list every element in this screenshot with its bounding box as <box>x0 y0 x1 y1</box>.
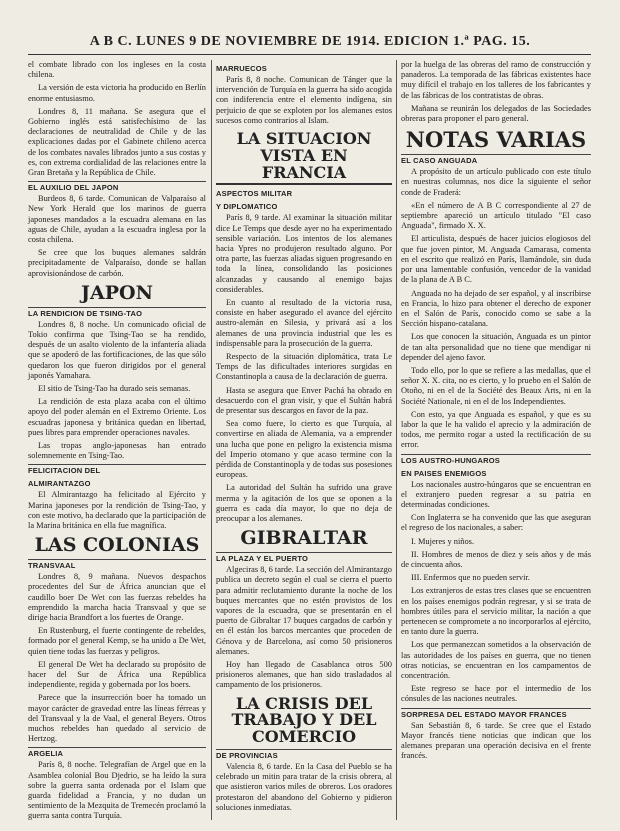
article-text: Sea como fuere, lo cierto es que Turquía, al convertirse en aliada de Alemania, va a emprender una lucha que pone en peligro la existencia misma del Imperio otomano y que acaso termine con la pérdida de Constantinopla y de todas sus posesiones europeas. <box>216 419 392 480</box>
article-text: Todo ello, por lo que se refiere a las medallas, que el señor X. X. cita, no es cierto, y lo pruebo en el Salón de Otoño, ni en el de la Société des Beaux Arts, ni en la Société Nationale, ni en el de los Independientes. <box>401 365 591 406</box>
column-right <box>401 60 591 764</box>
article-text: Los que conocen la situación, Anguada es un pintor de tan alta personalidad que no tiene que mendigar ni depender del ajeno favor. <box>401 332 591 362</box>
section-subheading: LOS AUSTRO-HUNGAROS <box>401 454 591 465</box>
section-subheading: EL CASO ANGUADA <box>401 154 591 165</box>
column-divider-1 <box>211 60 212 820</box>
section-heading-japon: JAPON <box>81 281 153 304</box>
section-subheading: ARGELIA <box>28 747 206 758</box>
article-text: París 8, 8 noche. Telegrafían de Argel que en la Asamblea colonial Bou Djedrio, se ha leído la sura sobre la guerra santa ordenada por el Islam que guarda fidelidad a Francia, y no dudan un sentimiento de la Mezquita de Tremecén proclamó la guerra santa contra Turquía. <box>28 760 206 821</box>
article-text: La rendición de esta plaza acaba con el último apoyo del poder alemán en el Extremo Oriente. Los escuadras japonesa y británica quedan en libertad, pues libres para emprender operaciones navales. <box>28 397 206 437</box>
article-text: Respecto de la situación diplomática, trata Le Temps de las dificultades interiores surgidas en Constantinopla a causa de la declaración de guerra. <box>216 352 392 382</box>
column-left <box>28 60 206 825</box>
article-text: El articulista, después de hacer juicios elogiosos del que fue joven pintor, M. Anguada Camarasa, comenta en el escrito que realizó en París, llamándole, sin duda por una lamentable confusión, vencedor de la vanidad de la plana de A B C. <box>401 234 591 285</box>
article-text: Los nacionales austro-húngaros que se encuentran en el extranjero pueden regresar a su patria en determinadas condiciones. <box>401 479 591 509</box>
article-text: Con esto, ya que Anguada es español, y que es su labor la que le ha valido el aprecio y la admiración de todos, me permito rogar a usted la rectificación de su error. <box>401 409 591 450</box>
column-middle <box>216 60 392 816</box>
article-text: III. Enfermos que no pueden servir. <box>411 573 530 583</box>
article-text: París 8, 8 noche. Comunican de Tánger que la intervención de Turquía en la guerra ha sido acogida con indiferencia entre el elemento indígena, sin perjuicio de que se exploten por los alemanes estos sucesos como contrarios al Islam. <box>216 75 392 125</box>
article-text: El sitio de Tsing-Tao ha durado seis semanas. <box>38 384 191 394</box>
article-text: Londres 8, 9 mañana. Nuevos despachos procedentes del Sur de África anuncian que el caudillo boer De Wet con las fuerzas rebeldes ha emprendido la marcha hacia Transvaal y que se dirige hacia Brandfort a los fuertes de Orange. <box>28 572 206 622</box>
article-text: Londres 8, 8 noche. Un comunicado oficial de Tokio confirma que Tsing-Tao se ha rendido, después de un asalto violento de la infantería aliada que se apoderó de las fortificaciones, de las que sólo quedaron los que fueron dirigidos por el general japonés Yamahara. <box>28 319 206 380</box>
section-subheading: LA RENDICION DE TSING-TAO <box>28 307 206 318</box>
article-text: A propósito de un artículo publicado con este título en nuestras columnas, nos dice la siguiente el señor conde de Fraderá: <box>401 167 591 197</box>
article-text: Londres 8, 11 mañana. Se asegura que el Gobierno inglés está satisfechísimo de las declaraciones de neutralidad de Chile y de las explicaciones dadas por el Gabinete chileno acerca de los combates navales librados junto a sus costas y es, con extrema cordialidad de las relaciones entre la Gran Bretaña y la República de Chile. <box>28 106 206 178</box>
article-text: Burdeos 8, 6 tarde. Comunican de Valparaíso al New York Herald que los marinos de guerra japoneses mandados a la escuadra alemana en las aguas de Chile, ayudan a la escuadra inglesa por la costa chilena. <box>28 194 206 245</box>
section-subheading: MARRUECOS <box>216 64 267 73</box>
article-text: Mañana se reunirán los delegados de las Sociedades obreras para proponer el paro general. <box>401 103 591 124</box>
article-text: Con Inglaterra se ha convenido que las que aseguran el regreso de los nacionales, a saber: <box>401 513 591 533</box>
article-text: Los extranjeros de estas tres clases que se encuentren en los países enemigos podrán regresar, y si se trata de hombres útiles para el servicio militar, la nación a que pertenecen se compromete a no incorporarlos al ejército, en tanto dure la guerra. <box>401 586 591 637</box>
section-heading-crisis: LA CRISIS DEL TRABAJO Y DEL COMERCIO <box>231 693 377 747</box>
article-text: el combate librado con los ingleses en la costa chilena. <box>28 60 206 80</box>
section-subheading: FELICITACION DEL <box>28 464 206 475</box>
article-text: Se cree que los buques alemanes saldrán precipitadamente de Valparaíso, donde se hallan aprovisionándose de carbón. <box>28 248 206 278</box>
section-subheading: Y DIPLOMATICO <box>216 202 278 212</box>
section-subheading: ALMIRANTAZGO <box>28 479 91 489</box>
article-text: En cuanto al resultado de la victoria rusa, consiste en haber asegurado el avance del ejército austro-alemán en Silesia, y privará así a los alemanes de una provincia industrial que les es indispensable para la prosecución de la guerra. <box>216 298 392 348</box>
section-subheading: EN PAISES ENEMIGOS <box>401 468 487 478</box>
article-text: II. Hombres de menos de diez y seis años y de más de cincuenta años. <box>401 549 591 569</box>
article-text: por la huelga de las obreras del ramo de construcción y panaderos. La temporada de las fábricas existentes hace muy difícil el trabajo en los talleres de los fabricantes y de las fábricas de los contratistas de obras. <box>401 60 591 100</box>
section-heading-gibraltar: GIBRALTAR <box>240 527 368 550</box>
section-subheading: EL AUXILIO DEL JAPON <box>28 181 206 192</box>
article-text: La autoridad del Sultán ha sufrido una grave merma y la agitación de los que se oponen a la guerra es cada día mayor, lo que no deja de preocupar a los alemanes. <box>216 483 392 524</box>
header-rule <box>28 54 591 55</box>
section-subheading: DE PROVINCIAS <box>216 749 392 760</box>
article-text: «En el número de A B C correspondiente al 27 de septiembre apareció un artículo titulado "El caso Anguada", firmado X. X. <box>401 200 591 231</box>
article-text: San Sebastián 8, 6 tarde. Se cree que el Estado Mayor francés tiene noticias que indican que los alemanes preparan una operación decisiva en el frente francés. <box>401 720 591 761</box>
column-divider-2 <box>396 60 397 820</box>
article-text: Valencia 8, 6 tarde. En la Casa del Pueblo se ha celebrado un mitin para tratar de la crisis obrera, al que asistieron varios miles de obreros. Los oradores protestaron del abandono del Gobierno y pidieron soluciones inmediatas. <box>216 762 392 812</box>
section-subheading: SORPRESA DEL ESTADO MAYOR FRANCES <box>401 708 591 719</box>
article-text: Las tropas anglo-japonesas han entrado solemnemente en Tsing-Tao. <box>28 441 206 461</box>
article-text: Algeciras 8, 6 tarde. La sección del Almirantazgo publica un decreto según el cual se cierra el puerto para admitir reclutamiento durante la noche de los buques mercantes que no estén provistos de los vapores de la escuadra, que se presentarán en el puerto de Gibraltar 17 buques cargados de carbón y en él están los barcos mercantes que proceden de Génova y de Barcelona, así como 50 prisioneros alemanes. <box>216 565 392 656</box>
section-heading-colonias: LAS COLONIAS <box>34 534 200 557</box>
article-text: Hasta se asegura que Enver Pachá ha obrado en desacuerdo con el gran visir, y que el Sultán habrá de presentar sus descargos en favor de la paz. <box>216 385 392 416</box>
article-text: El general De Wet ha declarado su propósito de hacer del Sur de África una República independiente, regida y gobernada por los boers. <box>28 659 206 690</box>
section-subheading: ASPECTOS MILITAR <box>216 189 293 199</box>
article-text: Hoy han llegado de Casablanca otros 500 prisioneros alemanes, que han sido trasladados al campamento de los prisioneros. <box>216 660 392 690</box>
article-text: París 8, 9 tarde. Al examinar la situación militar dice Le Temps que desde ayer no ha experimentado sensible variación. Los intentos de los alemanes hacia Ypres no produjeron resultado alguno. Por otra parte, las fuerzas aliadas siguen progresando en toda la línea, consolidando las posiciones alcanzadas y causando al enemigo bajas considerables. <box>216 213 392 294</box>
article-text: Este regreso se hace por el intermedio de los cónsules de las naciones neutrales. <box>401 684 591 704</box>
article-text: Anguada no ha dejado de ser español, y al inscribirse en Francia, lo hizo para obtener el derecho de exponer en el Salón de París, conocido como se sabe a la Sección hispano-catalana. <box>401 288 591 329</box>
section-subheading: TRANSVAAL <box>28 559 206 570</box>
article-text: El Almirantazgo ha felicitado al Ejército y Marina japoneses por la rendición de Tsing-Tao, y con este motivo, ha declarado que la participación de la Marina británica en ella fue magnífica. <box>28 490 206 531</box>
article-text: La versión de esta victoria ha producido en Berlín enorme entusiasmo. <box>28 83 206 103</box>
page-header: A B C. LUNES 9 DE NOVIEMBRE DE 1914. EDICION 1.ª PAG. 15. <box>89 34 531 49</box>
section-heading-situacion: LA SITUACION VISTA EN FRANCIA <box>216 131 392 185</box>
article-text: Los que permanezcan sometidos a la observación de las autoridades de los países en guerra, que no tienen otras noticias, se encuentran en los campamentos de concentración. <box>401 640 591 680</box>
section-heading-notas: NOTAS VARIAS <box>405 127 587 153</box>
article-text: I. Mujeres y niños. <box>411 536 475 546</box>
section-subheading: LA PLAZA Y EL PUERTO <box>216 552 392 563</box>
article-text: Parece que la insurrección boer ha tomado un mayor carácter de gravedad entre las líneas férreas y del Transvaal y la de Vaal, el general Beyers. Otros muchos rebeldes han quedado al servicio de Hertzog. <box>28 693 206 744</box>
article-text: En Rustenburg, el fuerte contingente de rebeldes, formado por el general Kemp, se ha unido a De Wet, quien tiene todas las fuerzas y peligros. <box>28 626 206 656</box>
